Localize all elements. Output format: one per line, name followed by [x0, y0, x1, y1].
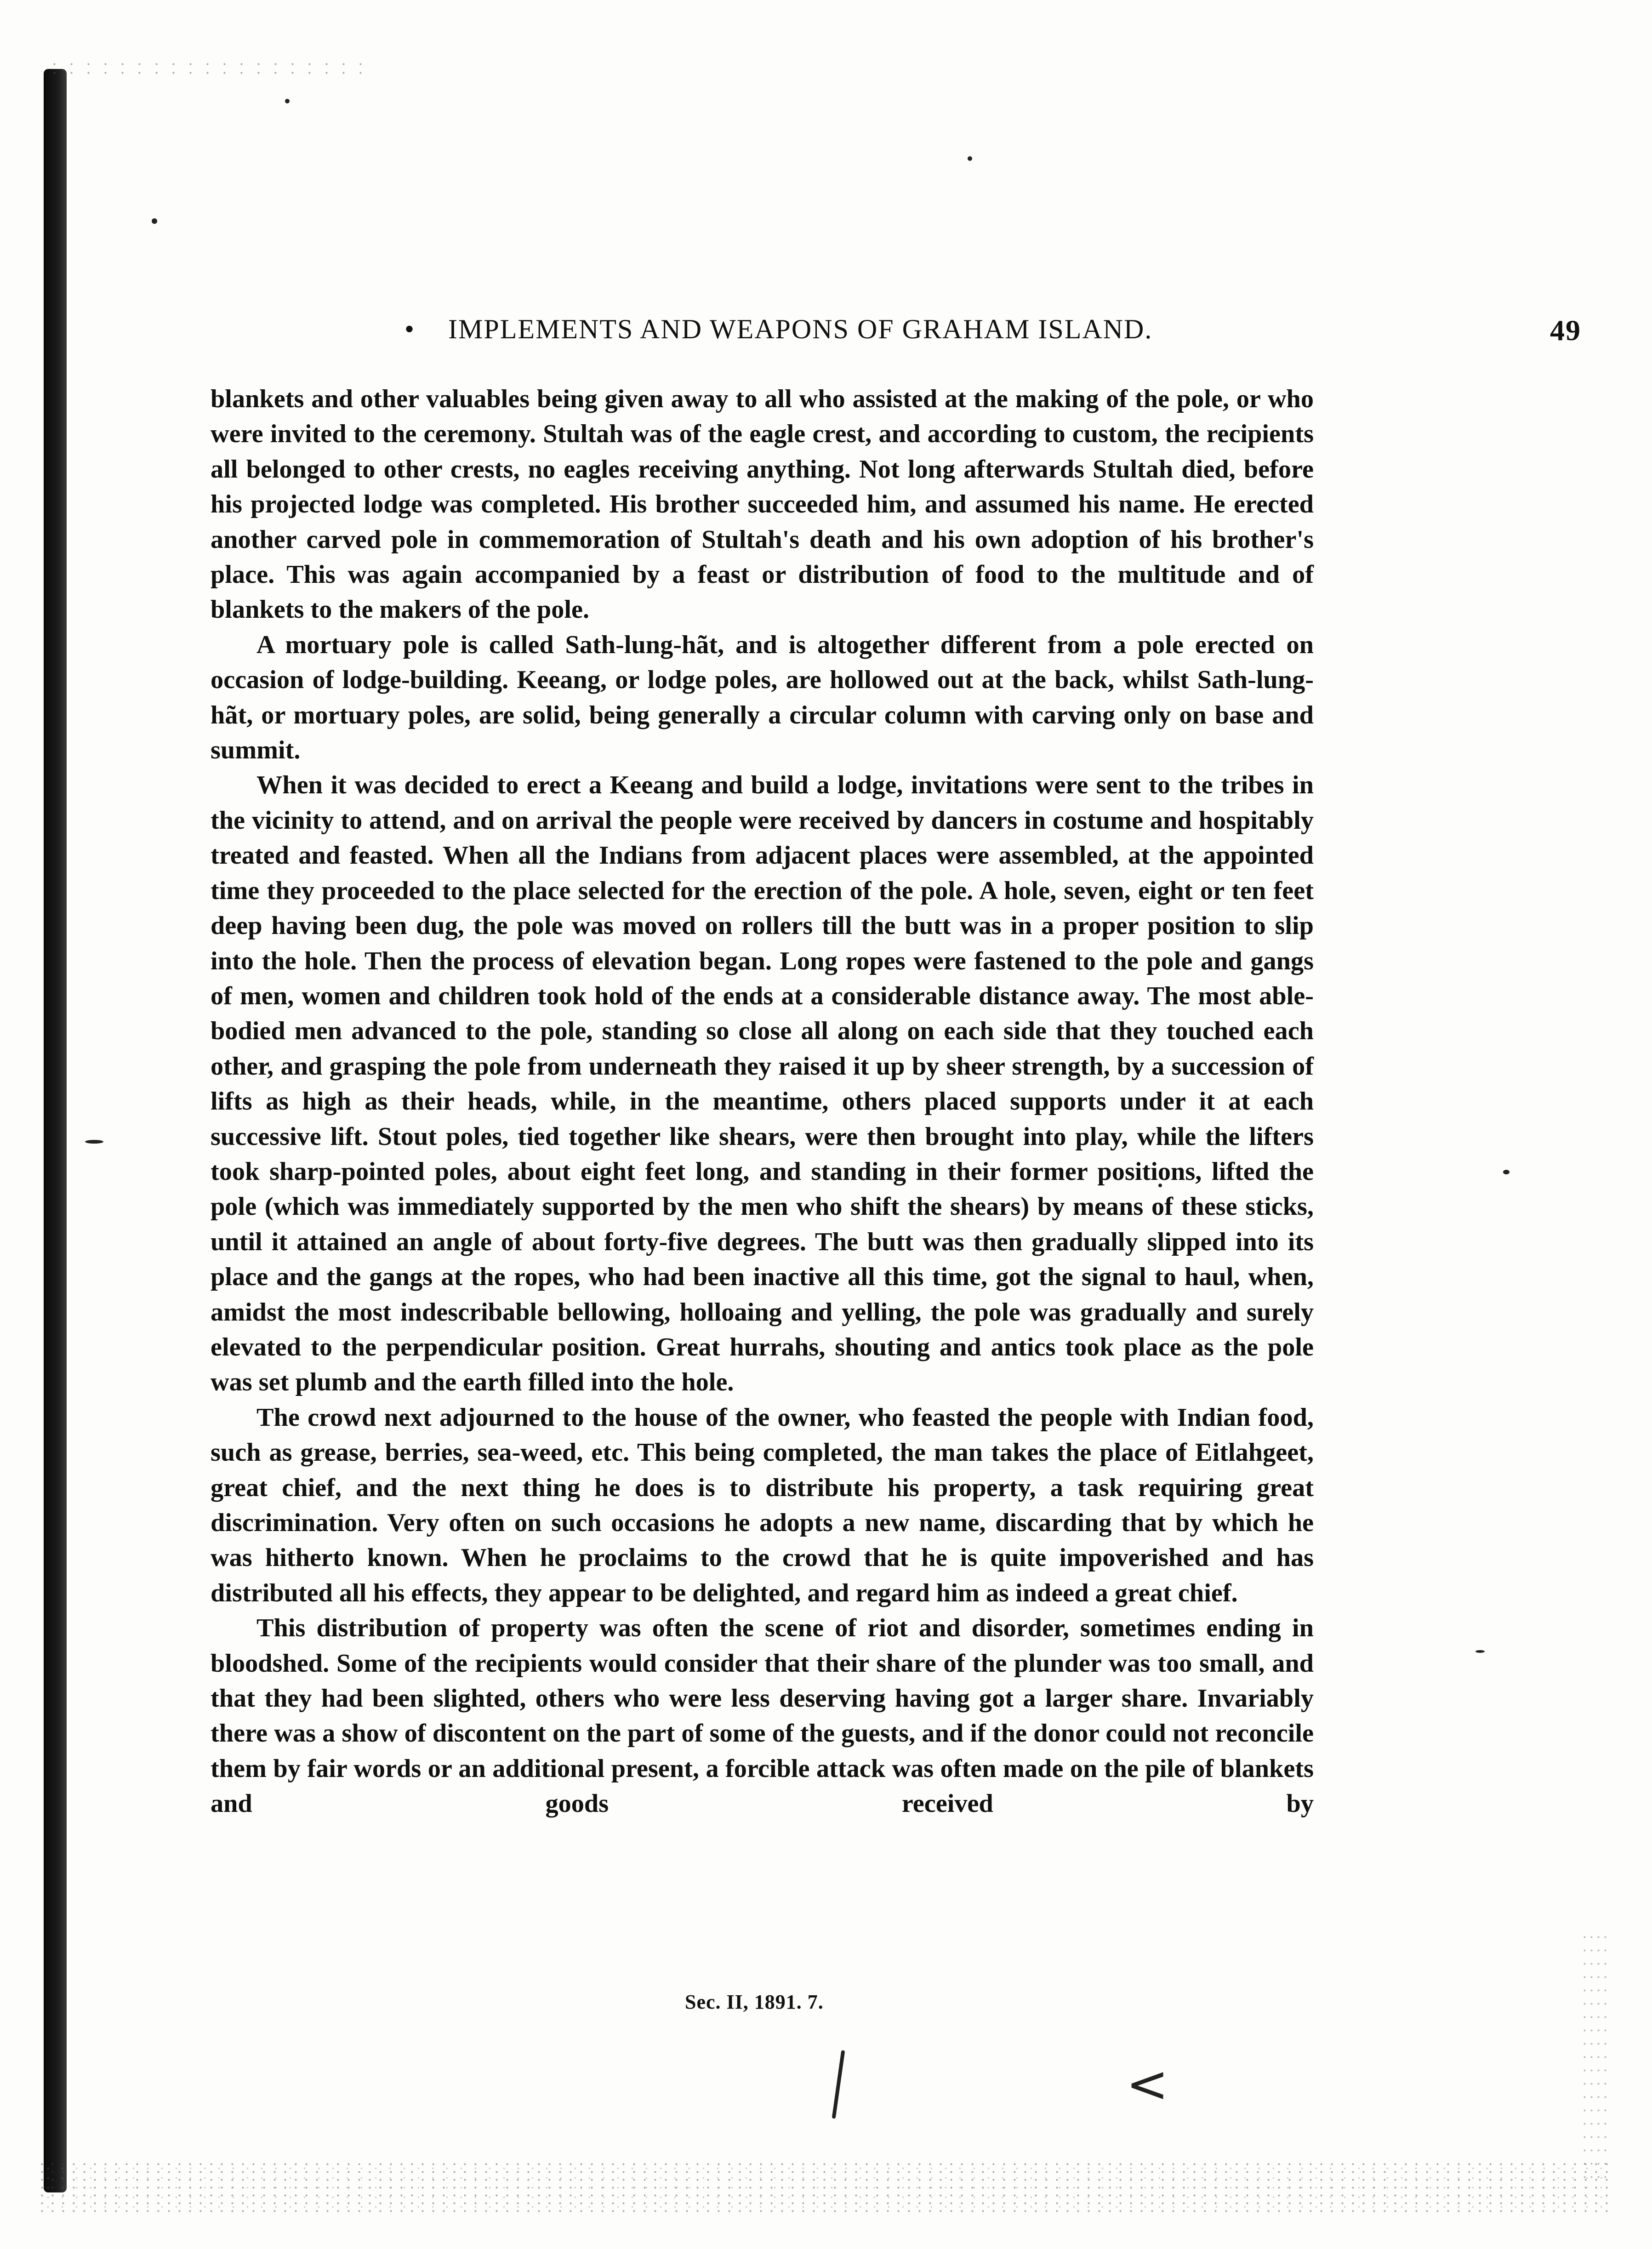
dust-speck: [85, 1140, 103, 1144]
running-head-bullet: •: [404, 314, 416, 344]
running-head-title: IMPLEMENTS AND WEAPONS OF GRAHAM ISLAND.: [448, 314, 1153, 344]
paragraph-1: blankets and other valuables being given away to all who assisted at the making of the pole, or who were invited to the ceremony. Stultah was of the eagle crest, and according to custom, the recipients all belonged to other crests, no eagles receiving anything. Not long afterwards Stultah died, before his projected lodge was completed. His brother succeeded him, and assumed his name. He erected another carved pole in commemoration of Stultah's death and his own adoption of his brother's place. This was again accompanied by a feast or distribution of food to the multitude and of blankets to the makers of the pole.: [211, 385, 1314, 624]
dust-speck: [152, 218, 157, 224]
pencil-mark: <: [1126, 2055, 1169, 2113]
body-text: [211, 381, 1314, 1822]
paragraph-3: When it was decided to erect a Keeang and build a lodge, invitations were sent to the tribes in the vicinity to attend, and on arrival the people were received by dancers in costume and hospitably treated and feasted. When all the Indians from adjacent places were assembled, at the appointed time they proceeded to the place selected for the erection of the pole. A hole, seven, eight or ten feet deep having been dug, the pole was moved on rollers till the butt was in a proper position to slip into the hole. Then the process of elevation began. Long ropes were fastened to the pole and gangs of men, women and children took hold of the ends at a considerable distance away. The most able-bodied men advanced to the pole, standing so close all along on each side that they touched each other, and grasping the pole from underneath they raised it up by sheer strength, by a succession of lifts as high as their heads, while, in the meantime, others placed supports under it at each successive lift. Stout poles, tied together like shears, were then brought into play, while the lifters took sharp-pointed poles, about eight feet long, and standing in their former positions, lifted the pole (which was immediately supported by the men who shift the shears) by means of these sticks, until it attained an angle of about forty-five degrees. The butt was then gradually slipped into its place and the gangs at the ropes, who had been inactive all this time, got the signal to haul, when, amidst the most indescribable bellowing, holloaing and yelling, the pole was gradually and surely elevated to the perpendicular position. Great hurrahs, shouting and antics took place as the pole was set plumb and the earth filled into the hole.: [211, 771, 1314, 1397]
running-head: [404, 313, 1581, 355]
scan-noise-top: [46, 60, 368, 78]
signature-mark: Sec. II, 1891. 7.: [685, 1991, 824, 2013]
binding-edge: [44, 69, 67, 2192]
paragraph-5: This distribution of property was often the scene of riot and disorder, sometimes ending in bloodshed. Some of the recipients would consider that their share of the plunder was too small, and that they had been slighted, others who were less deserving having got a larger share. Invariably there was a show of discontent on the part of some of the guests, and if the donor could not reconcile them by fair words or an additional present, a forcible attack was often made on the pile of blankets and goods received by: [211, 1614, 1314, 1818]
paragraph-4: The crowd next adjourned to the house of the owner, who feasted the people with Indian food, such as grease, berries, sea-weed, etc. This being completed, the man takes the place of Eitlahgeet, great chief, and the next thing he does is to distribute his property, a task requiring great discrimination. Very often on such occasions he adopts a new name, discarding that by which he was hitherto known. When he proclaims to the crowd that he is quite impoverished and has distributed all his effects, they appear to be delighted, and regard him as indeed a great chief.: [211, 1403, 1314, 1607]
scan-noise-bottom: [37, 2160, 1609, 2215]
dust-speck: [1503, 1170, 1510, 1174]
dust-speck: [968, 156, 972, 161]
scan-noise-right: [1581, 1930, 1609, 2188]
paragraph-2: A mortuary pole is called Sath-lung-hãt, and is altogether different from a pole erected on occasion of lodge-building. Keeang, or lodge poles, are hollowed out at the back, whilst Sath-lung-hãt, or mortuary poles, are solid, being generally a circular column with carving only on base and summit.: [211, 630, 1314, 765]
page-number: 49: [1550, 314, 1581, 347]
dust-speck: [1475, 1650, 1485, 1653]
pencil-stroke: [832, 2050, 845, 2119]
dust-speck: [285, 99, 290, 103]
